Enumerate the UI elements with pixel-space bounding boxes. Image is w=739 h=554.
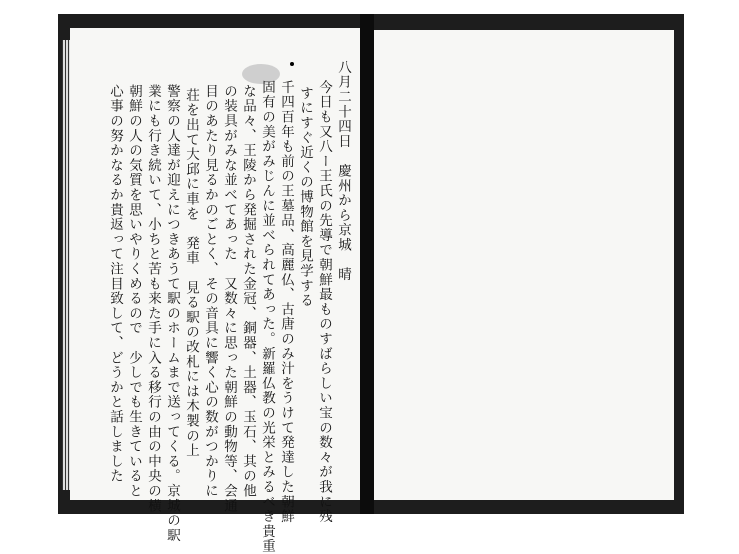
diary-column: 心事の努かなるか貴返って注目致して、どうかと話しました xyxy=(107,84,123,484)
diary-column: すにすぐ近くの博物館を見学する xyxy=(297,86,313,308)
diary-column: 今日も又八ー王氏の先導で朝鮮最ものすばらしい宝の数々が我に残 xyxy=(316,80,332,524)
diary-column: 八月二十四日 慶州から京城 晴 xyxy=(335,60,351,282)
ink-dot xyxy=(290,62,294,66)
diary-column: 荘を出て大邱に車を 発車 見る駅の改札には木製の上 xyxy=(183,88,199,458)
diary-column: 警察の人達が迎えにつきあうて駅のホームまで送ってくる。京城の駅 xyxy=(164,84,180,543)
diary-column: 千四百年も前の王墓品、高麗仏、古唐のみ汁をうけて発達した朝鮮 xyxy=(278,80,294,524)
diary-column: 朝鮮の人の気質を思いやりくめるので 少しでも生きていると xyxy=(126,84,142,499)
diary-column: の装具がみな並べてあった 又数々に思った朝鮮の動物等、会通 xyxy=(221,84,237,514)
diary-column: 固有の美がみじんに並べられてあった。新羅仏教の光栄とみるべき貴重 xyxy=(259,80,275,554)
book-spine xyxy=(360,14,374,514)
diary-column: な品々、王陵から発掘された金冠、銅器、土器、玉石、其の他 xyxy=(240,84,256,499)
diary-column: 目のあたり見るかのごとく、その音具に響く心の数がつかりに xyxy=(202,84,218,499)
diary-column: 業にも行き続いて、小ちと苦も来た手に入る移行の由の中央の横 xyxy=(145,84,161,514)
right-page-blank xyxy=(374,30,674,500)
